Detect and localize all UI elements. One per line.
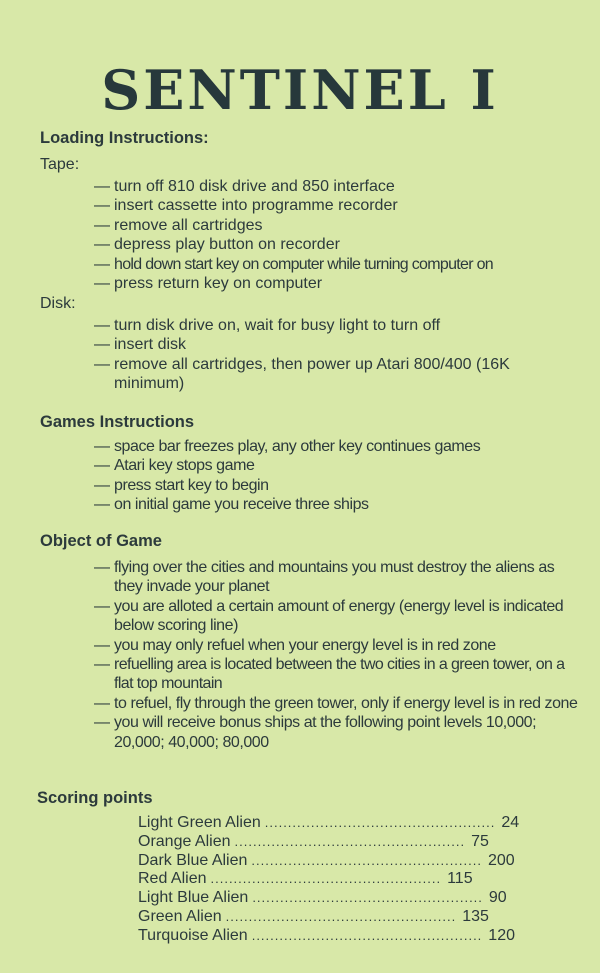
list-item: — to refuel, fly through the green tower, only if energy level is in red zone [94, 694, 578, 712]
leader-dots: .................................................. [225, 908, 457, 924]
object-heading: Object of Game [40, 532, 162, 550]
list-item: — you may only refuel when your energy level is in red zone [94, 636, 496, 654]
alien-name: Dark Blue Alien [138, 851, 248, 869]
leader-dots: .................................................. [252, 890, 483, 906]
alien-points: 75 [471, 832, 489, 850]
list-item: — flying over the cities and mountains you must destroy the aliens as they invade your planet [94, 559, 555, 596]
loading-heading: Loading Instructions: [40, 129, 209, 147]
alien-name: Light Blue Alien [138, 889, 249, 907]
leader-dots: .................................................. [251, 852, 482, 868]
tape-label: Tape: [40, 156, 80, 173]
list-item: — turn disk drive on, wait for busy light to turn off [94, 317, 441, 334]
list-item: — remove all cartridges, then power up Atari 800/400 (16K minimum) [94, 355, 510, 393]
list-item: — you will receive bonus ships at the following point levels 10,000; 20,000; 40,000; 80,000 [94, 714, 537, 751]
list-item: — press start key to begin [94, 476, 269, 494]
scoring-heading: Scoring points [37, 789, 153, 807]
scoring-table [138, 814, 520, 946]
leader-dots: .................................................. [210, 871, 442, 887]
leader-dots: .................................................. [264, 815, 496, 830]
list-item: — insert cassette into programme recorder [94, 197, 398, 215]
table-row [138, 870, 473, 889]
disk-label: Disk: [40, 295, 76, 312]
list-item: — turn off 810 disk drive and 850 interface [94, 178, 395, 195]
list-item: — depress play button on recorder [94, 236, 340, 254]
table-row [138, 907, 489, 927]
alien-name: Orange Alien [138, 832, 231, 850]
alien-points: 200 [487, 851, 515, 869]
table-row [138, 889, 507, 908]
alien-points: 115 [447, 870, 473, 888]
games-heading: Games Instructions [40, 413, 195, 431]
tape-steps [94, 177, 584, 293]
alien-points: 120 [488, 926, 515, 944]
object-list [94, 558, 578, 752]
alien-points: 24 [501, 814, 520, 831]
table-row [138, 926, 515, 946]
list-item: — you are alloted a certain amount of energy (energy level is indicated below scoring line) [94, 597, 564, 635]
table-row [138, 814, 520, 833]
list-item: — insert disk [94, 336, 187, 354]
games-list [94, 437, 584, 515]
list-item: — remove all cartridges [94, 216, 263, 234]
list-item: — press return key on computer [94, 275, 323, 293]
alien-points: 135 [462, 907, 489, 925]
table-row [138, 851, 515, 871]
table-row [138, 832, 489, 852]
list-item: — space bar freezes play, any other key continues games [94, 438, 481, 455]
alien-name: Turquoise Alien [138, 926, 248, 944]
alien-name: Light Green Alien [138, 814, 261, 831]
leader-dots: .................................................. [234, 833, 466, 849]
list-item: — hold down start key on computer while turning computer on [94, 255, 493, 273]
page-title: SENTINEL I [101, 58, 499, 122]
list-item: — on initial game you receive three ships [94, 496, 369, 514]
leader-dots: .................................................. [251, 927, 483, 943]
alien-name: Green Alien [138, 907, 222, 925]
alien-points: 90 [488, 889, 507, 907]
disk-steps [94, 316, 584, 394]
alien-name: Red Alien [138, 870, 207, 888]
list-item: — refuelling area is located between the two cities in a green tower, on a flat top mountain [94, 656, 565, 693]
list-item: — Atari key stops game [94, 457, 255, 475]
